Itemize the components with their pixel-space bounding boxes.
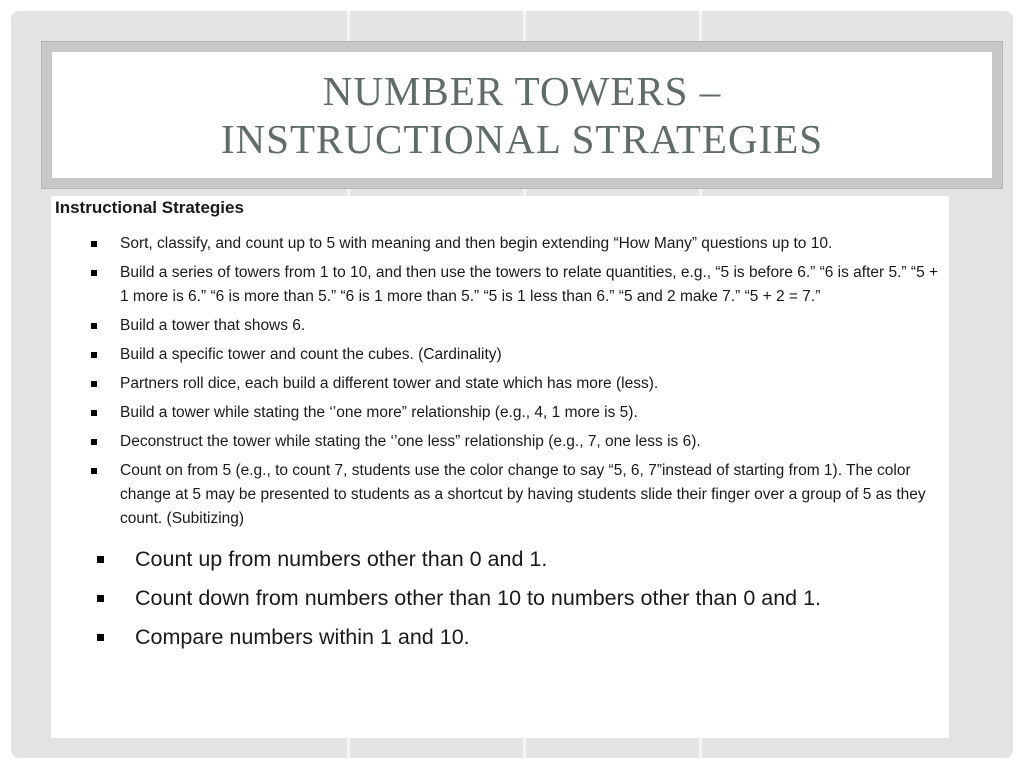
section-heading: Instructional Strategies [55,198,244,217]
slide-title-line-1: NUMBER TOWERS – [322,68,722,114]
square-bullet-icon [91,270,97,276]
strategy-item [55,430,949,454]
strategies-content-image [51,196,949,738]
strategy-text: Count on from 5 (e.g., to count 7, students use the color change to say “5, 6, 7”instead of starting from 1). The color change at 5 may be presented to students as a shortcut by having students slide their finger over a group of 5 as they count. (Subitizing) [120,462,926,527]
square-bullet-icon [91,352,97,358]
strategy-item [55,372,949,396]
key-skill-text: Count down from numbers other than 10 to numbers other than 0 and 1. [135,586,822,610]
key-skill-text: Count up from numbers other than 0 and 1. [135,547,548,571]
square-bullet-icon [97,634,104,641]
key-skill-item [55,582,949,614]
square-bullet-icon [91,381,97,387]
strategy-text: Build a tower that shows 6. [120,317,306,334]
strategy-text: Sort, classify, and count up to 5 with meaning and then begin extending “How Many” questions up to 10. [120,235,833,252]
strategy-item [55,459,949,531]
title-box [52,52,992,178]
key-skills-list [55,543,949,653]
square-bullet-icon [91,468,97,474]
strategy-item [55,232,949,256]
square-bullet-icon [97,556,104,563]
key-skill-text: Compare numbers within 1 and 10. [135,625,470,649]
strategy-text: Build a specific tower and count the cubes. (Cardinality) [120,346,502,363]
strategy-text: Build a series of towers from 1 to 10, and then use the towers to relate quantities, e.g., “5 is before 6.” “6 is after 5.” “5 + 1 more is 6.” “6 is more than 5.” “6 is 1 more than 5.” “5 is 1 less than 6.” “5 and 2 make 7.” “5 + 2 = 7.” [120,264,939,305]
square-bullet-icon [91,323,97,329]
strategy-text: Build a tower while stating the ‘’one more” relationship (e.g., 4, 1 more is 5). [120,404,638,421]
key-skill-item [55,543,949,575]
square-bullet-icon [91,410,97,416]
key-skill-item [55,621,949,653]
strategy-text: Deconstruct the tower while stating the ‘’one less” relationship (e.g., 7, one less is 6). [120,433,701,450]
strategy-item [55,343,949,367]
strategy-item [55,261,949,309]
title-band [41,41,1003,189]
square-bullet-icon [91,439,97,445]
square-bullet-icon [97,595,104,602]
strategy-item [55,401,949,425]
strategy-item [55,314,949,338]
square-bullet-icon [91,241,97,247]
strategy-text: Partners roll dice, each build a different tower and state which has more (less). [120,375,659,392]
strategy-list [55,232,949,531]
slide-title-line-2: INSTRUCTIONAL STRATEGIES [220,116,824,162]
